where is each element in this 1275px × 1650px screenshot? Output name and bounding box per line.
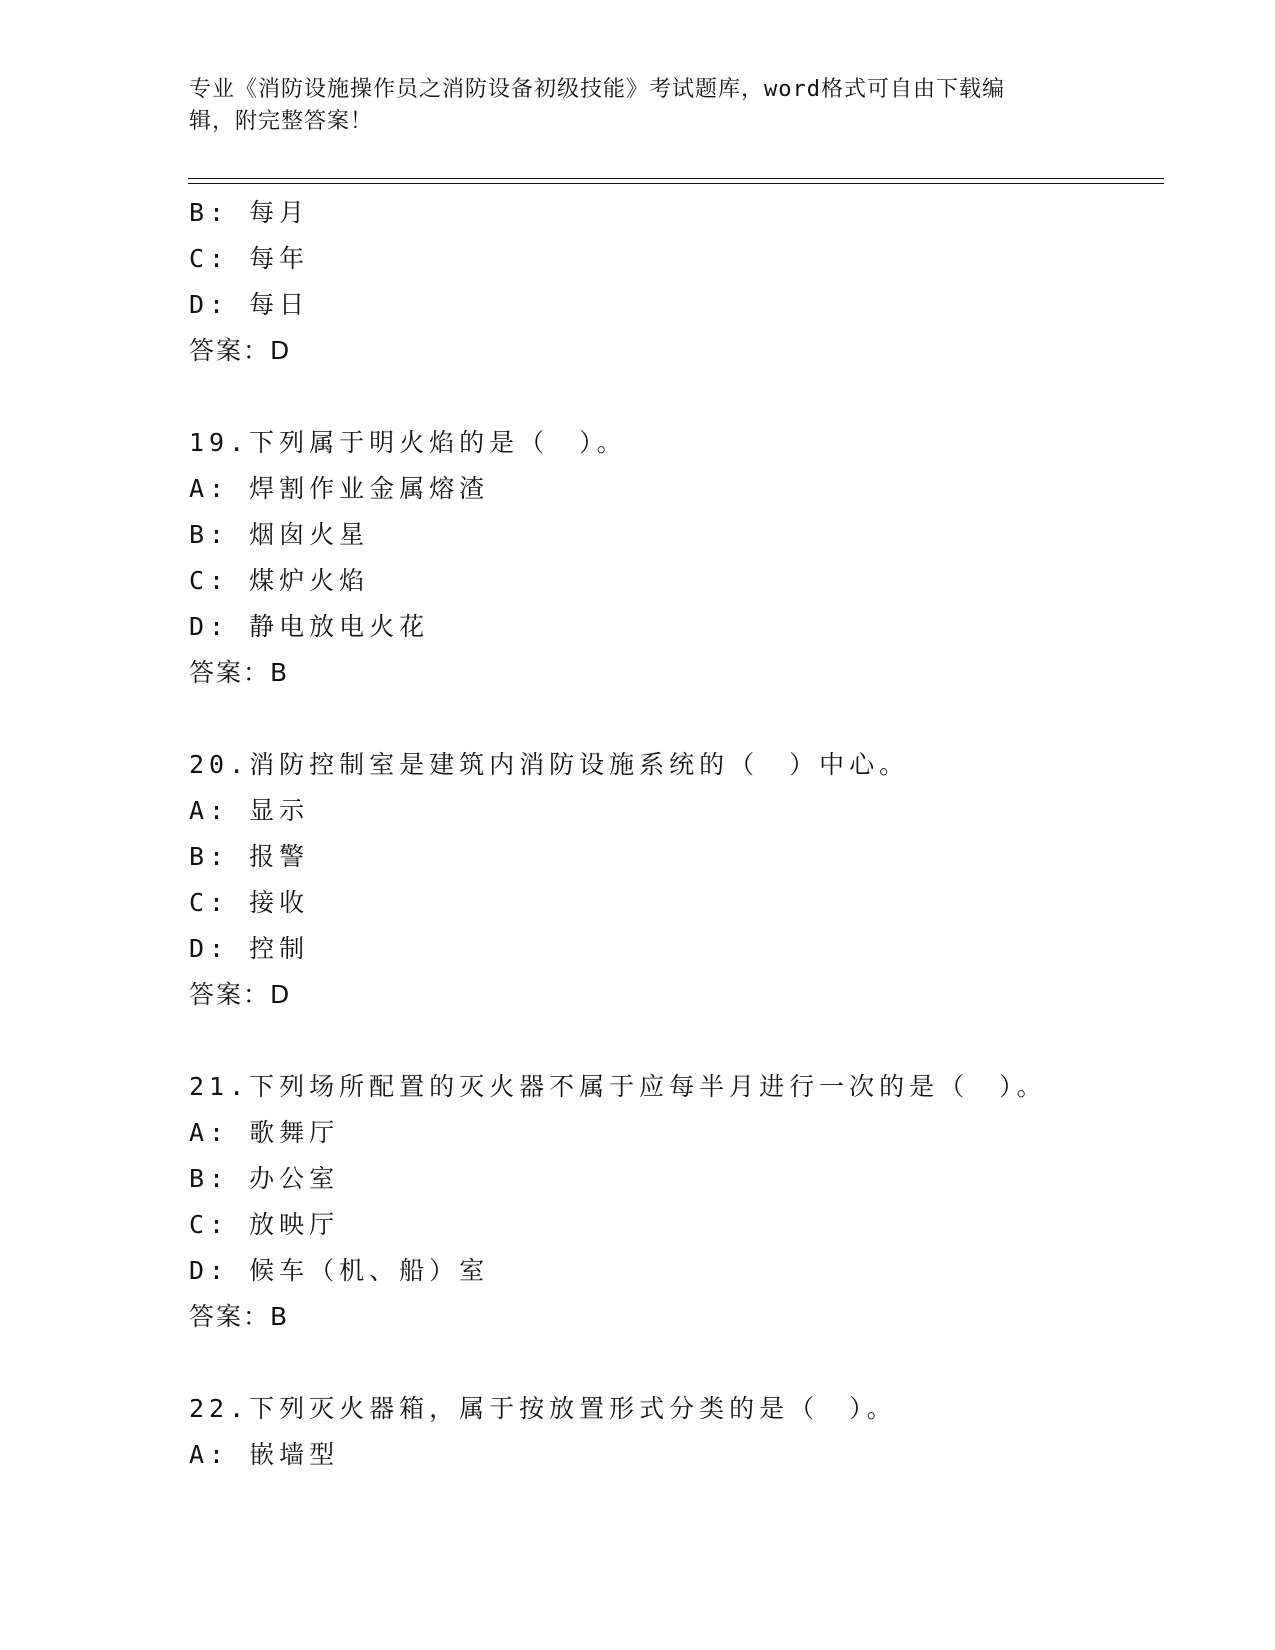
option-b: B: 办公室 xyxy=(189,1164,340,1193)
question-stem: 19.下列属于明火焰的是（ ）。 xyxy=(189,428,627,457)
option-a: A: 显示 xyxy=(189,796,310,825)
option-d: D: 候车（机、船）室 xyxy=(189,1256,490,1285)
question-22 xyxy=(189,1386,1165,1478)
option-b: B: 报警 xyxy=(189,842,310,871)
option-b: B: 每月 xyxy=(189,198,310,227)
question-stem: 22.下列灭火器箱，属于按放置形式分类的是（ ）。 xyxy=(189,1394,897,1423)
answer-line: 答案：D xyxy=(189,336,292,365)
header-divider-bottom xyxy=(188,183,1164,184)
header-line-2: 辑，附完整答案！ xyxy=(189,109,374,134)
header-line-1: 专业《消防设施操作员之消防设备初级技能》考试题库，word格式可自由下载编 xyxy=(189,77,1005,102)
answer-line: 答案：D xyxy=(189,980,292,1009)
spacer xyxy=(189,696,1165,742)
question-21 xyxy=(189,1064,1165,1340)
question-20 xyxy=(189,742,1165,1018)
option-b: B: 烟囱火星 xyxy=(189,520,370,549)
spacer xyxy=(189,1340,1165,1386)
option-c: C: 煤炉火焰 xyxy=(189,566,370,595)
option-d: D: 静电放电火花 xyxy=(189,612,430,641)
question-19 xyxy=(189,420,1165,696)
option-d: D: 控制 xyxy=(189,934,310,963)
option-d: D: 每日 xyxy=(189,290,310,319)
option-c: C: 放映厅 xyxy=(189,1210,340,1239)
spacer xyxy=(189,1018,1165,1064)
header-divider-top xyxy=(188,178,1164,179)
option-c: C: 接收 xyxy=(189,888,310,917)
option-a: A: 焊割作业金属熔渣 xyxy=(189,474,490,503)
option-c: C: 每年 xyxy=(189,244,310,273)
spacer xyxy=(189,374,1165,420)
answer-line: 答案：B xyxy=(189,1302,290,1331)
question-stem: 20.消防控制室是建筑内消防设施系统的（ ）中心。 xyxy=(189,750,910,779)
question-stem: 21.下列场所配置的灭火器不属于应每半月进行一次的是（ ）。 xyxy=(189,1072,1047,1101)
option-a: A: 嵌墙型 xyxy=(189,1440,340,1469)
question-list xyxy=(189,190,1165,1478)
answer-line: 答案：B xyxy=(189,658,290,687)
option-a: A: 歌舞厅 xyxy=(189,1118,340,1147)
document-header xyxy=(189,74,1089,138)
question-18-continued xyxy=(189,190,1165,374)
